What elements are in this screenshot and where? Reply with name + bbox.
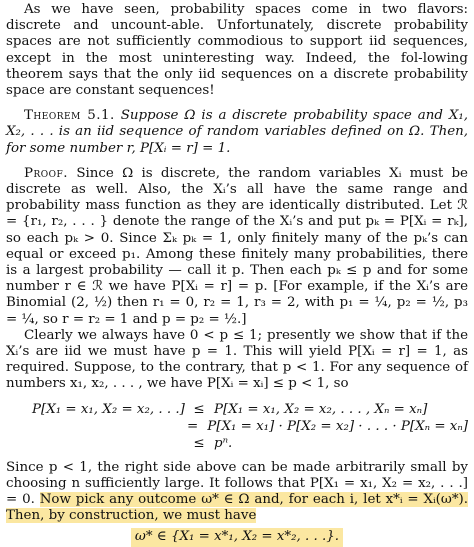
- display-row-1: [32, 401, 468, 418]
- intro-paragraph: As we have seen, probability spaces come in two flavors: discrete and uncount-able. Unfortunately, discrete probability spaces are not sufficiently commodious to support iid sequences, except in the most uninteresting way. Indeed, the fol-lowing theorem says that the only iid sequences on a discrete probability space are constant sequences!: [6, 2, 468, 99]
- display-row-1-lhs: P[X₁ = x₁, X₂ = x₂, . . .]: [32, 401, 185, 417]
- display-row-2-relation: =: [186, 418, 199, 434]
- theorem-label: Theorem 5.1.: [24, 108, 115, 124]
- theorem-5-1: [6, 108, 468, 157]
- display-row-1-relation: ≤: [193, 401, 205, 417]
- highlighted-equation: ω* ∈ {X₁ = x*₁, X₂ = x*₂, . . .}.: [131, 528, 343, 546]
- conclusion-plain-text: Since p < 1, the right side above can be made arbitrarily small by choosing n sufficiently large. It follows that P[X₁ = x₁, X₂ = x₂, . . .] = 0.: [6, 459, 468, 508]
- display-row-3: [32, 435, 468, 452]
- display-row-1-rhs: P[X₁ = x₁, X₂ = x₂, . . . , Xₙ = xₙ]: [214, 401, 428, 417]
- proof-paragraph-1: [6, 166, 468, 328]
- display-row-3-relation: ≤: [193, 435, 205, 451]
- highlighted-text: Now pick any outcome ω* ∈ Ω and, for each i, let x*ᵢ = Xᵢ(ω*). Then, by construction, we must have: [6, 492, 468, 524]
- theorem-statement: Suppose Ω is a discrete probability space and X₁, X₂, . . . is an iid sequence of random variables defined on Ω. Then, for some number r, P[Xᵢ = r] = 1.: [6, 108, 469, 156]
- display-row-2-rhs: P[X₁ = x₁] · P[X₂ = x₂] · . . . · P[Xₙ = xₙ]: [207, 418, 468, 434]
- proof-paragraph-2: Clearly we always have 0 < p ≤ 1; presently we show that if the Xᵢ’s are iid we must have p = 1. This will yield P[Xᵢ = r] = 1, as required. Suppose, to the contrary, that p < 1. For any sequence of numbers x₁, x₂, . . . , we have P[Xᵢ = xᵢ] ≤ p < 1, so: [6, 327, 468, 392]
- proof-text-1: Since Ω is discrete, the random variables Xᵢ must be discrete as well. Also, the Xᵢ’s all have the same range and probability mass function as they are identically distributed. Let ℛ = {r₁, r₂, . . . } denote the range of the Xᵢ’s and put pₖ = P[Xᵢ = rₖ], so each pₖ > 0. Since Σₖ pₖ = 1, only finitely many of the pₖ’s can equal or exceed p₁. Among these finitely many probabilities, there is a largest probability — call it p. Then each pₖ ≤ p and for some number r ∈ ℛ we have P[Xᵢ = r] = p. [For example, if the Xᵢ’s are Binomial (2, ½) then r₁ = 0, r₂ = 1, r₃ = 2, with p₁ = ¼, p₂ = ½, p₃ = ¼, so r = r₂ = 1 and p = p₂ = ½.]: [6, 165, 468, 327]
- final-equation: [6, 528, 468, 546]
- conclusion-paragraph: [6, 460, 468, 525]
- display-row-3-rhs: pⁿ.: [214, 435, 233, 451]
- proof-label: Proof.: [24, 165, 69, 181]
- display-inequality: [6, 401, 468, 452]
- display-row-2: [32, 418, 468, 435]
